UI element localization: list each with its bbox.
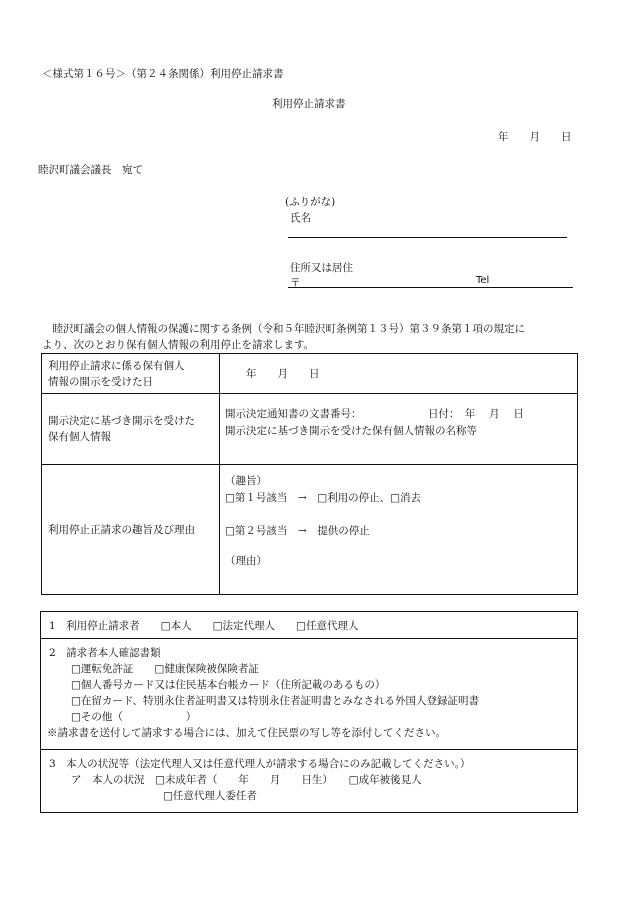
doc-number-label: 開示決定通知書の文書番号： bbox=[225, 408, 362, 420]
document-title: 利用停止請求書 bbox=[272, 98, 346, 110]
table-row-purpose-reason bbox=[42, 465, 578, 595]
intro-line-2: より、次のとおり保有個人情報の利用停止を請求します。 bbox=[42, 339, 315, 351]
section-principal-status bbox=[41, 749, 577, 812]
purpose-option-1[interactable]: □第１号該当 → □利用の停止、□消去 bbox=[225, 492, 422, 504]
row2-label bbox=[42, 394, 220, 465]
disclosure-date-field[interactable] bbox=[220, 354, 578, 394]
section-requester bbox=[41, 612, 577, 638]
principal-status-line-2[interactable]: □任意代理人委任者 bbox=[163, 790, 257, 802]
id-docs-note: ※請求書を送付して請求する場合には、加えて住民票の写し等を添付してください。 bbox=[47, 727, 446, 739]
address-label: 住所又は居住 bbox=[290, 262, 353, 274]
intro-line-1: 睦沢町議会の個人情報の保護に関する条例（令和５年睦沢町条例第１３号）第３９条第１項の規定に bbox=[42, 323, 525, 335]
id-docs-heading: 2 請求者本人確認書類 bbox=[49, 647, 161, 659]
id-docs-option-2[interactable]: □個人番号カード又は住民基本台帳カード（住所記載のあるもの） bbox=[71, 679, 386, 691]
request-table bbox=[41, 353, 578, 595]
name-field[interactable] bbox=[288, 237, 567, 238]
table-row-disclosure-date bbox=[42, 354, 578, 394]
reason-label: （理由） bbox=[225, 555, 267, 567]
notice-date-label: 日付： 年 月 日 bbox=[428, 408, 524, 420]
principal-status-heading: 3 本人の状況等（法定代理人又は任意代理人が請求する場合にのみ記載してください。） bbox=[49, 758, 471, 770]
row1-label bbox=[42, 354, 220, 394]
disclosed-info-field[interactable] bbox=[220, 394, 578, 465]
row2-label-line1: 開示決定に基づき開示を受けた bbox=[48, 415, 195, 427]
id-docs-option-4[interactable]: □その他（ ） bbox=[71, 711, 197, 723]
row1-date-value: 年 月 日 bbox=[246, 367, 320, 380]
name-label: 氏名 bbox=[290, 212, 311, 224]
purpose-label: （趣旨） bbox=[225, 475, 267, 487]
row1-label-line1: 利用停止請求に係る保有個人 bbox=[48, 359, 185, 372]
requester-details-box bbox=[40, 611, 578, 813]
furigana-label: (ふりがな) bbox=[285, 196, 336, 208]
address-field[interactable] bbox=[288, 287, 573, 288]
purpose-option-2[interactable]: □第２号該当 → 提供の停止 bbox=[225, 525, 370, 537]
postal-mark: 〒 bbox=[290, 277, 301, 289]
requester-type-options[interactable]: 1 利用停止請求者 □本人 □法定代理人 □任意代理人 bbox=[49, 620, 359, 632]
date-line: 年 月 日 bbox=[498, 131, 572, 143]
principal-status-line-1[interactable]: ア 本人の状況 □未成年者（ 年 月 日生） □成年被後見人 bbox=[71, 774, 422, 786]
addressee: 睦沢町議会議長 宛て bbox=[38, 164, 143, 176]
table-row-disclosed-info bbox=[42, 394, 578, 465]
id-docs-option-3[interactable]: □在留カード、特別永住者証明書又は特別永住者証明書とみなされる外国人登録証明書 bbox=[71, 695, 479, 707]
id-docs-option-1[interactable]: □運転免許証 □健康保険被保険者証 bbox=[71, 663, 259, 675]
row1-label-line2: 情報の開示を受けた日 bbox=[48, 375, 153, 388]
purpose-reason-field[interactable] bbox=[220, 465, 578, 595]
form-number: ＜様式第１６号＞（第２４条関係）利用停止請求書 bbox=[42, 68, 284, 80]
row3-label: 利用停止正請求の趣旨及び理由 bbox=[42, 465, 220, 595]
tel-label: Tel bbox=[476, 275, 490, 286]
info-name-label: 開示決定に基づき開示を受けた保有個人情報の名称等 bbox=[225, 425, 477, 437]
row2-label-line2: 保有個人情報 bbox=[48, 431, 111, 443]
section-id-documents bbox=[41, 638, 577, 749]
